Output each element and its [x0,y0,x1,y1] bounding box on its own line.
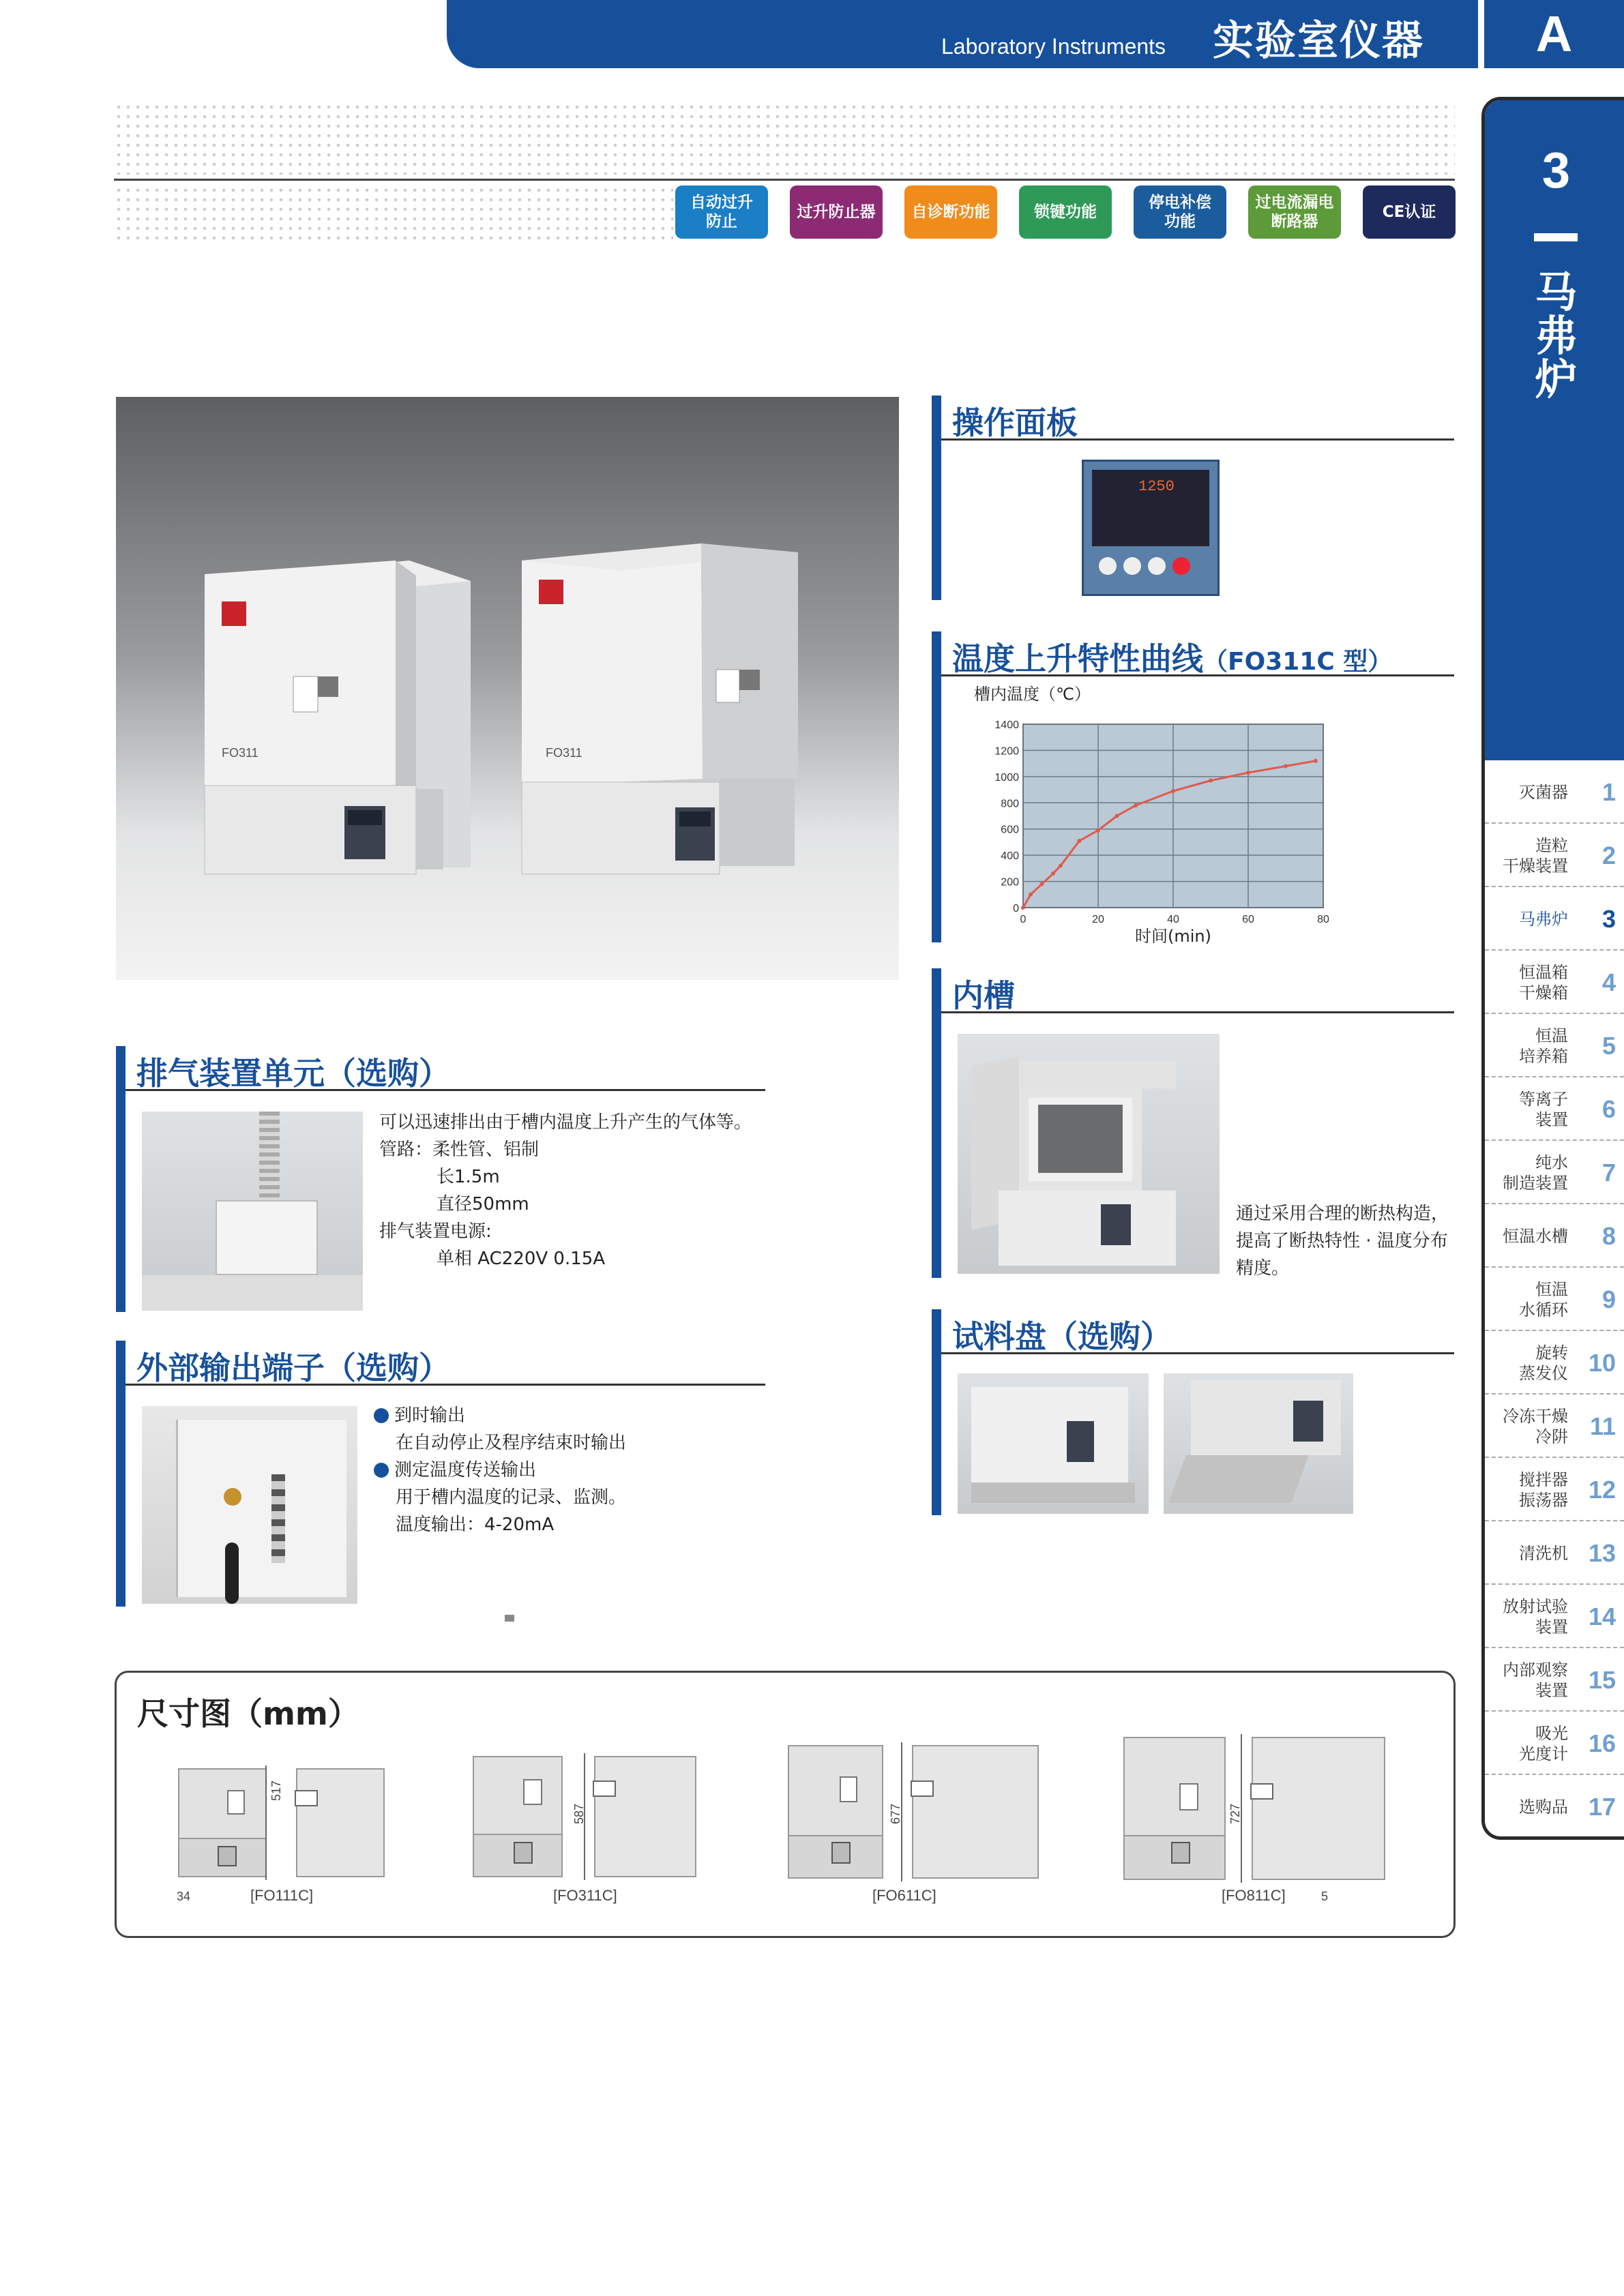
sidebar-item-label: 内部观察 装置 [1503,1660,1568,1700]
sidebar-item-3[interactable] [1485,887,1624,951]
sidebar-item-number: 10 [1588,1349,1616,1377]
sidebar-item-14[interactable] [1485,1585,1624,1648]
sidebar-item-label: 搅拌器 振荡器 [1519,1470,1568,1510]
fo611c-side-view [912,1745,1039,1879]
chart-data-point [1059,864,1063,868]
sidebar-chapter-number: 3 [1541,142,1571,198]
fo111c-side-dim: 34 [177,1890,191,1903]
sidebar-item-label: 纯水 制造装置 [1503,1152,1568,1193]
chart-data-point [1284,764,1288,768]
sidebar-item-number: 3 [1601,905,1616,933]
section-side-bar [932,676,941,942]
chart-data-point [1314,759,1318,763]
chart-y-tick-label: 800 [1001,798,1019,810]
feature-badge: 过升防止器 [790,185,883,239]
sidebar-item-label: 恒温箱 干燥箱 [1519,962,1568,1002]
sidebar-item-number: 4 [1601,968,1616,996]
chart-x-tick-label: 20 [1092,914,1104,925]
sidebar-item-number: 11 [1589,1412,1616,1440]
inner-chamber-photo [958,1034,1220,1274]
logo-mark [222,601,246,626]
bullet-dot [374,1463,389,1478]
dotted-band [114,102,1455,175]
chart-data-point [1029,893,1033,897]
section-tab-a[interactable]: A [1484,0,1624,68]
section-side-bar [116,1386,126,1607]
control-panel-photo [1082,460,1220,596]
product-photo [116,397,899,980]
sidebar-item-number: 1 [1601,778,1616,806]
sidebar-item-12[interactable] [1485,1458,1624,1521]
fo811c-height: 727 [1228,1803,1242,1824]
sidebar-item-5[interactable] [1485,1014,1624,1077]
chart-data-point [1021,906,1025,910]
chart-data-point [1171,789,1175,793]
sidebar-item-7[interactable] [1485,1141,1624,1204]
chart-y-tick-label: 1400 [994,719,1019,731]
sample-tray-title: 试料盘（选购） [952,1318,1172,1355]
sidebar-item-number: 9 [1601,1285,1616,1313]
feature-badge: 停电补偿 功能 [1134,185,1226,239]
sidebar-item-label: 等离子 装置 [1519,1089,1568,1129]
sidebar-item-label: 冷冻干燥 冷阱 [1503,1406,1568,1446]
feature-badge: CE认证 [1363,185,1456,239]
sidebar-item-number: 17 [1588,1793,1616,1821]
sidebar-item-15[interactable] [1485,1648,1624,1712]
exhaust-text: 可以迅速排出由于槽内温度上升产生的气体等。 管路：柔性管、铝制 长1.5m 直径50mm 排气装置电源: 单相 AC220V 0.15A [379,1112,752,1269]
sidebar-item-label: 清洗机 [1519,1543,1568,1563]
sidebar-item-10[interactable] [1485,1331,1624,1395]
chart-y-tick-label: 600 [1001,824,1019,836]
sidebar-item-label: 恒温 培养箱 [1519,1026,1568,1066]
temp-curve-subtitle: （FO311C 型） [1203,648,1393,676]
section-side-bar [932,1013,941,1278]
sidebar-item-label: 恒温 水循环 [1519,1279,1568,1320]
temperature-chart [955,679,1337,952]
chart-data-point [1051,871,1055,876]
sidebar-item-17[interactable] [1485,1775,1624,1838]
sidebar-item-label: 马弗炉 [1519,909,1568,929]
fo811c-side-dim: 5 [1321,1890,1329,1903]
fo611c-height: 677 [889,1803,902,1824]
chart-data-point [1078,839,1082,843]
sidebar-item-number: 15 [1588,1666,1616,1694]
section-heading-exhaust [116,1046,765,1091]
left-model-label: FO311 [222,746,259,760]
control-panel-title: 操作面板 [952,404,1078,441]
sidebar-item-label: 吸光 光度计 [1519,1723,1568,1763]
fo311c-caption: [FO311C] [553,1887,617,1904]
chart-x-tick-label: 0 [1020,914,1027,925]
chart-x-tick-label: 40 [1167,914,1179,925]
fo811c-side-view [1252,1737,1385,1880]
inner-chamber-text: 通过采用合理的断热构造， 提高了断热特性 · 温度分布 精度。 [1236,1204,1449,1279]
sidebar-item-number: 5 [1601,1032,1616,1060]
right-model-label: FO311 [546,746,582,760]
section-side-bar [932,441,941,600]
dimension-title: 尺寸图（mm） [137,1695,359,1732]
dimension-box [115,1671,1456,1938]
sidebar-item-label: 恒温水槽 [1503,1226,1568,1246]
sample-tray-photo-1 [958,1373,1149,1514]
feature-badge: 自诊断功能 [904,185,997,239]
sidebar-item-1[interactable] [1485,760,1624,824]
fo111c-caption: [FO111C] [250,1887,314,1904]
fo111c-side-view [296,1768,385,1877]
sidebar-item-16[interactable] [1485,1712,1624,1775]
chart-y-tick-label: 1000 [994,771,1019,784]
chart-x-axis-label: 时间(min) [1135,927,1211,946]
sidebar-dash [1534,233,1578,241]
sidebar-item-number: 7 [1601,1159,1616,1187]
logo-mark-right [539,580,563,604]
sidebar-item-label: 灭菌器 [1519,782,1568,802]
fo811c-front-view [1123,1737,1226,1880]
feature-badge: 自动过升 防止 [675,185,768,239]
divider-rule [114,179,1455,181]
section-heading-temp-curve [932,631,1454,676]
dotted-band-lower [114,185,673,240]
output-terminal-photo [142,1406,357,1604]
chart-data-point [1040,882,1044,886]
chart-x-tick-label: 80 [1317,914,1329,925]
sidebar-item-number: 2 [1601,841,1616,869]
sidebar-item-label: 造粒 干燥装置 [1503,835,1568,876]
sidebar-item-6[interactable] [1485,1077,1624,1141]
section-heading-control-panel [932,396,1454,441]
sample-tray-photo-2 [1164,1373,1353,1514]
chart-y-axis-label: 槽内温度（℃） [974,685,1091,704]
fo111c-height: 517 [269,1780,283,1801]
chart-data-point [1209,779,1213,783]
section-heading-sample-tray [932,1309,1454,1354]
section-side-bar [932,1354,941,1515]
header-english-title: Laboratory Instruments [941,34,1166,59]
chart-y-tick-label: 0 [1013,903,1019,914]
small-marker [505,1615,514,1622]
sidebar-item-label: 选购品 [1519,1797,1568,1817]
sidebar-index [1481,97,1624,1840]
section-heading-inner-chamber [932,968,1454,1013]
fo311c-front-view [473,1756,563,1877]
exhaust-unit-photo [142,1112,363,1311]
sidebar-item-number: 14 [1588,1602,1616,1630]
chart-data-point [1096,829,1100,833]
chart-x-tick-label: 60 [1242,914,1254,925]
sidebar-item-2[interactable] [1485,824,1624,887]
header-chinese-title: 实验室仪器 [1213,17,1424,65]
inner-chamber-title: 内槽 [952,977,1015,1014]
bullet-dot [374,1408,389,1423]
section-heading-output [116,1341,765,1386]
fo311c-height: 587 [572,1803,586,1824]
sidebar-item-8[interactable] [1485,1204,1624,1268]
sidebar-item-label: 旋转 蒸发仪 [1519,1343,1568,1383]
sidebar-item-number: 8 [1601,1222,1616,1250]
feature-badge: 过电流漏电 断路器 [1248,185,1341,239]
sidebar-item-number: 16 [1588,1729,1616,1757]
sidebar-chapter-title: 马 弗 炉 [1535,267,1578,404]
fo811c-caption: [FO811C] [1222,1887,1286,1904]
fo611c-front-view [788,1745,883,1879]
fo111c-front-view [178,1768,267,1877]
fo311c-side-view [594,1756,696,1877]
sidebar-item-9[interactable] [1485,1268,1624,1331]
chart-y-tick-label: 200 [1001,876,1019,889]
chart-data-point [1115,814,1119,818]
sidebar-item-11[interactable] [1485,1395,1624,1458]
temp-curve-title: 温度上升特性曲线 [952,640,1203,677]
sidebar-item-label: 放射试验 装置 [1503,1596,1568,1637]
sidebar-item-4[interactable] [1485,951,1624,1014]
exhaust-title: 排气装置单元（选购） [136,1055,450,1092]
sidebar-item-13[interactable] [1485,1521,1624,1585]
output-text: 到时输出 在自动停止及程序结束时输出 测定温度传送输出 用于槽内温度的记录、监测。 温度输出：4-20mA [374,1402,626,1538]
sidebar-item-number: 12 [1588,1476,1616,1504]
feature-badge: 锁键功能 [1019,185,1112,239]
chart-y-tick-label: 400 [1001,850,1019,863]
chart-y-tick-label: 1200 [994,745,1019,758]
chart-data-point [1134,803,1138,807]
sidebar-item-number: 13 [1588,1539,1616,1567]
chart-data-point [1246,771,1250,775]
sidebar-chapter-block [1485,100,1624,760]
output-title: 外部输出端子（选购） [136,1350,450,1386]
panel-display-value: 1250 [1138,478,1175,495]
section-side-bar [116,1091,126,1312]
furnace-illustration [116,397,899,980]
fo611c-caption: [FO611C] [872,1887,936,1904]
sidebar-item-number: 6 [1601,1095,1616,1123]
